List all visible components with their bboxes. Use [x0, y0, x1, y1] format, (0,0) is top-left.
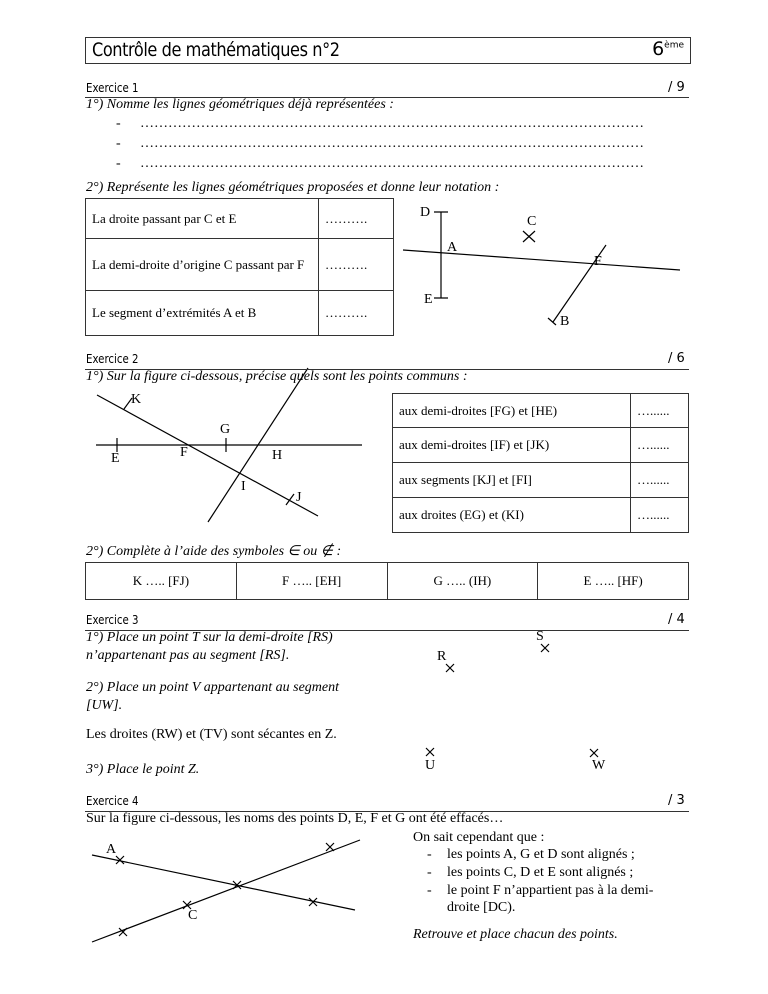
ex4-score: / 3: [668, 793, 685, 808]
ex4-bullet: les points C, D et E sont alignés ;: [447, 865, 634, 880]
ex4-known: On sait cependant que :: [413, 830, 545, 845]
ex4-crosses: [116, 843, 334, 936]
symbol-cell[interactable]: F ….. [EH]: [236, 563, 387, 600]
ex3-q1: 1°) Place un point T sur la demi-droite [RS): [86, 630, 333, 645]
label-c: C: [188, 908, 198, 923]
symbol-cell[interactable]: K ….. [FJ): [86, 563, 237, 600]
ex2-score: / 6: [668, 351, 685, 366]
row-label: La demi-droite d’origine C passant par F: [86, 239, 319, 291]
line-af: [403, 250, 680, 270]
table-row: [393, 498, 689, 533]
dash: -: [116, 156, 121, 171]
ex4-bullet-cont: droite [DC).: [447, 900, 516, 915]
row-answer[interactable]: …......: [631, 463, 689, 498]
answer-line[interactable]: ………………………………………………………………………………………………: [140, 156, 644, 171]
table-row: [393, 428, 689, 463]
dash: -: [116, 136, 121, 151]
ex3-statement: Les droites (RW) et (TV) sont sécantes en Z.: [86, 727, 337, 742]
dash: -: [427, 883, 432, 898]
row-label: aux demi-droites [IF) et [JK): [393, 428, 631, 463]
ex3-q2-cont: [UW].: [86, 698, 123, 713]
label-s: S: [536, 629, 544, 644]
ex3-q1-cont: n’appartenant pas au segment [RS].: [86, 648, 290, 663]
label-w: W: [592, 758, 606, 773]
segment-de: [434, 212, 448, 298]
ex3-score: / 4: [668, 612, 685, 627]
dash: -: [116, 116, 121, 131]
page-title: Contrôle de mathématiques n°2: [92, 39, 340, 61]
ex3-heading: Exercice 3: [86, 613, 139, 627]
label-c: C: [527, 214, 537, 229]
grade-suffix: ème: [664, 40, 684, 51]
row-answer[interactable]: …......: [631, 498, 689, 533]
line-eg: [96, 438, 362, 452]
label-a: A: [106, 842, 117, 857]
ex4-bullet: les points A, G et D sont alignés ;: [447, 847, 635, 862]
row-label: aux segments [KJ] et [FI]: [393, 463, 631, 498]
ex2-symbol-table: [85, 562, 689, 600]
row-label: aux droites (EG) et (KI): [393, 498, 631, 533]
point-u-cross: [426, 748, 434, 756]
point-s-cross: [541, 644, 549, 652]
ex4-intro: Sur la figure ci-dessous, les noms des points D, E, F et G ont été effacés…: [86, 811, 504, 826]
row-label: La droite passant par C et E: [86, 199, 319, 239]
ex4-bullet: le point F n’appartient pas à la demi-: [447, 883, 654, 898]
ex2-q1: 1°) Sur la figure ci-dessous, précise quels sont les points communs :: [86, 369, 468, 384]
ex1-score: / 9: [668, 80, 685, 95]
row-answer[interactable]: ……….: [319, 199, 394, 239]
point-r-cross: [446, 664, 454, 672]
label-a: A: [447, 240, 458, 255]
symbol-cell[interactable]: E ….. [HF): [538, 563, 689, 600]
ex3-q2: 2°) Place un point V appartenant au segment: [86, 680, 340, 695]
ex1-q1: 1°) Nomme les lignes géométriques déjà représentées :: [86, 97, 394, 112]
label-d: D: [420, 205, 431, 220]
line-kj: [97, 395, 318, 516]
dash: -: [427, 865, 432, 880]
row-answer[interactable]: …......: [631, 394, 689, 428]
row-answer[interactable]: ……….: [319, 239, 394, 291]
ex4-heading: Exercice 4: [86, 794, 139, 808]
ex4-lines: [92, 840, 360, 942]
dash: -: [427, 847, 432, 862]
label-e: E: [424, 292, 433, 307]
label-f: F: [180, 445, 188, 460]
table-row: [86, 563, 689, 600]
row-answer[interactable]: …......: [631, 428, 689, 463]
grade-number: 6: [652, 38, 665, 60]
label-i: I: [241, 479, 246, 494]
label-j: J: [296, 490, 302, 505]
row-label: aux demi-droites [FG) et [HE): [393, 394, 631, 428]
ex4-instruction: Retrouve et place chacun des points.: [413, 927, 618, 942]
label-e: E: [111, 451, 120, 466]
label-u: U: [425, 758, 436, 773]
point-w-cross: [590, 749, 598, 757]
table-row: [393, 463, 689, 498]
table-row: [393, 394, 689, 428]
ex2-q2: 2°) Complète à l’aide des symboles ∈ ou ∉ :: [86, 544, 342, 559]
answer-line[interactable]: ………………………………………………………………………………………………: [140, 116, 644, 131]
label-f: F: [594, 254, 602, 269]
label-h: H: [272, 448, 283, 463]
label-g: G: [220, 422, 231, 437]
point-c-cross: [523, 231, 535, 242]
label-b: B: [560, 314, 570, 329]
ex2-heading: Exercice 2: [86, 352, 139, 366]
answer-line[interactable]: ………………………………………………………………………………………………: [140, 136, 644, 151]
symbol-cell[interactable]: G ….. (IH): [387, 563, 538, 600]
label-k: K: [131, 392, 142, 407]
row-label: Le segment d’extrémités A et B: [86, 291, 319, 336]
ex1-heading: Exercice 1: [86, 81, 139, 95]
row-answer[interactable]: ……….: [319, 291, 394, 336]
ex1-q2: 2°) Représente les lignes géométriques proposées et donne leur notation :: [86, 180, 500, 195]
label-r: R: [437, 649, 447, 664]
ex2-table: [392, 393, 689, 533]
ex3-q3: 3°) Place le point Z.: [86, 762, 200, 777]
